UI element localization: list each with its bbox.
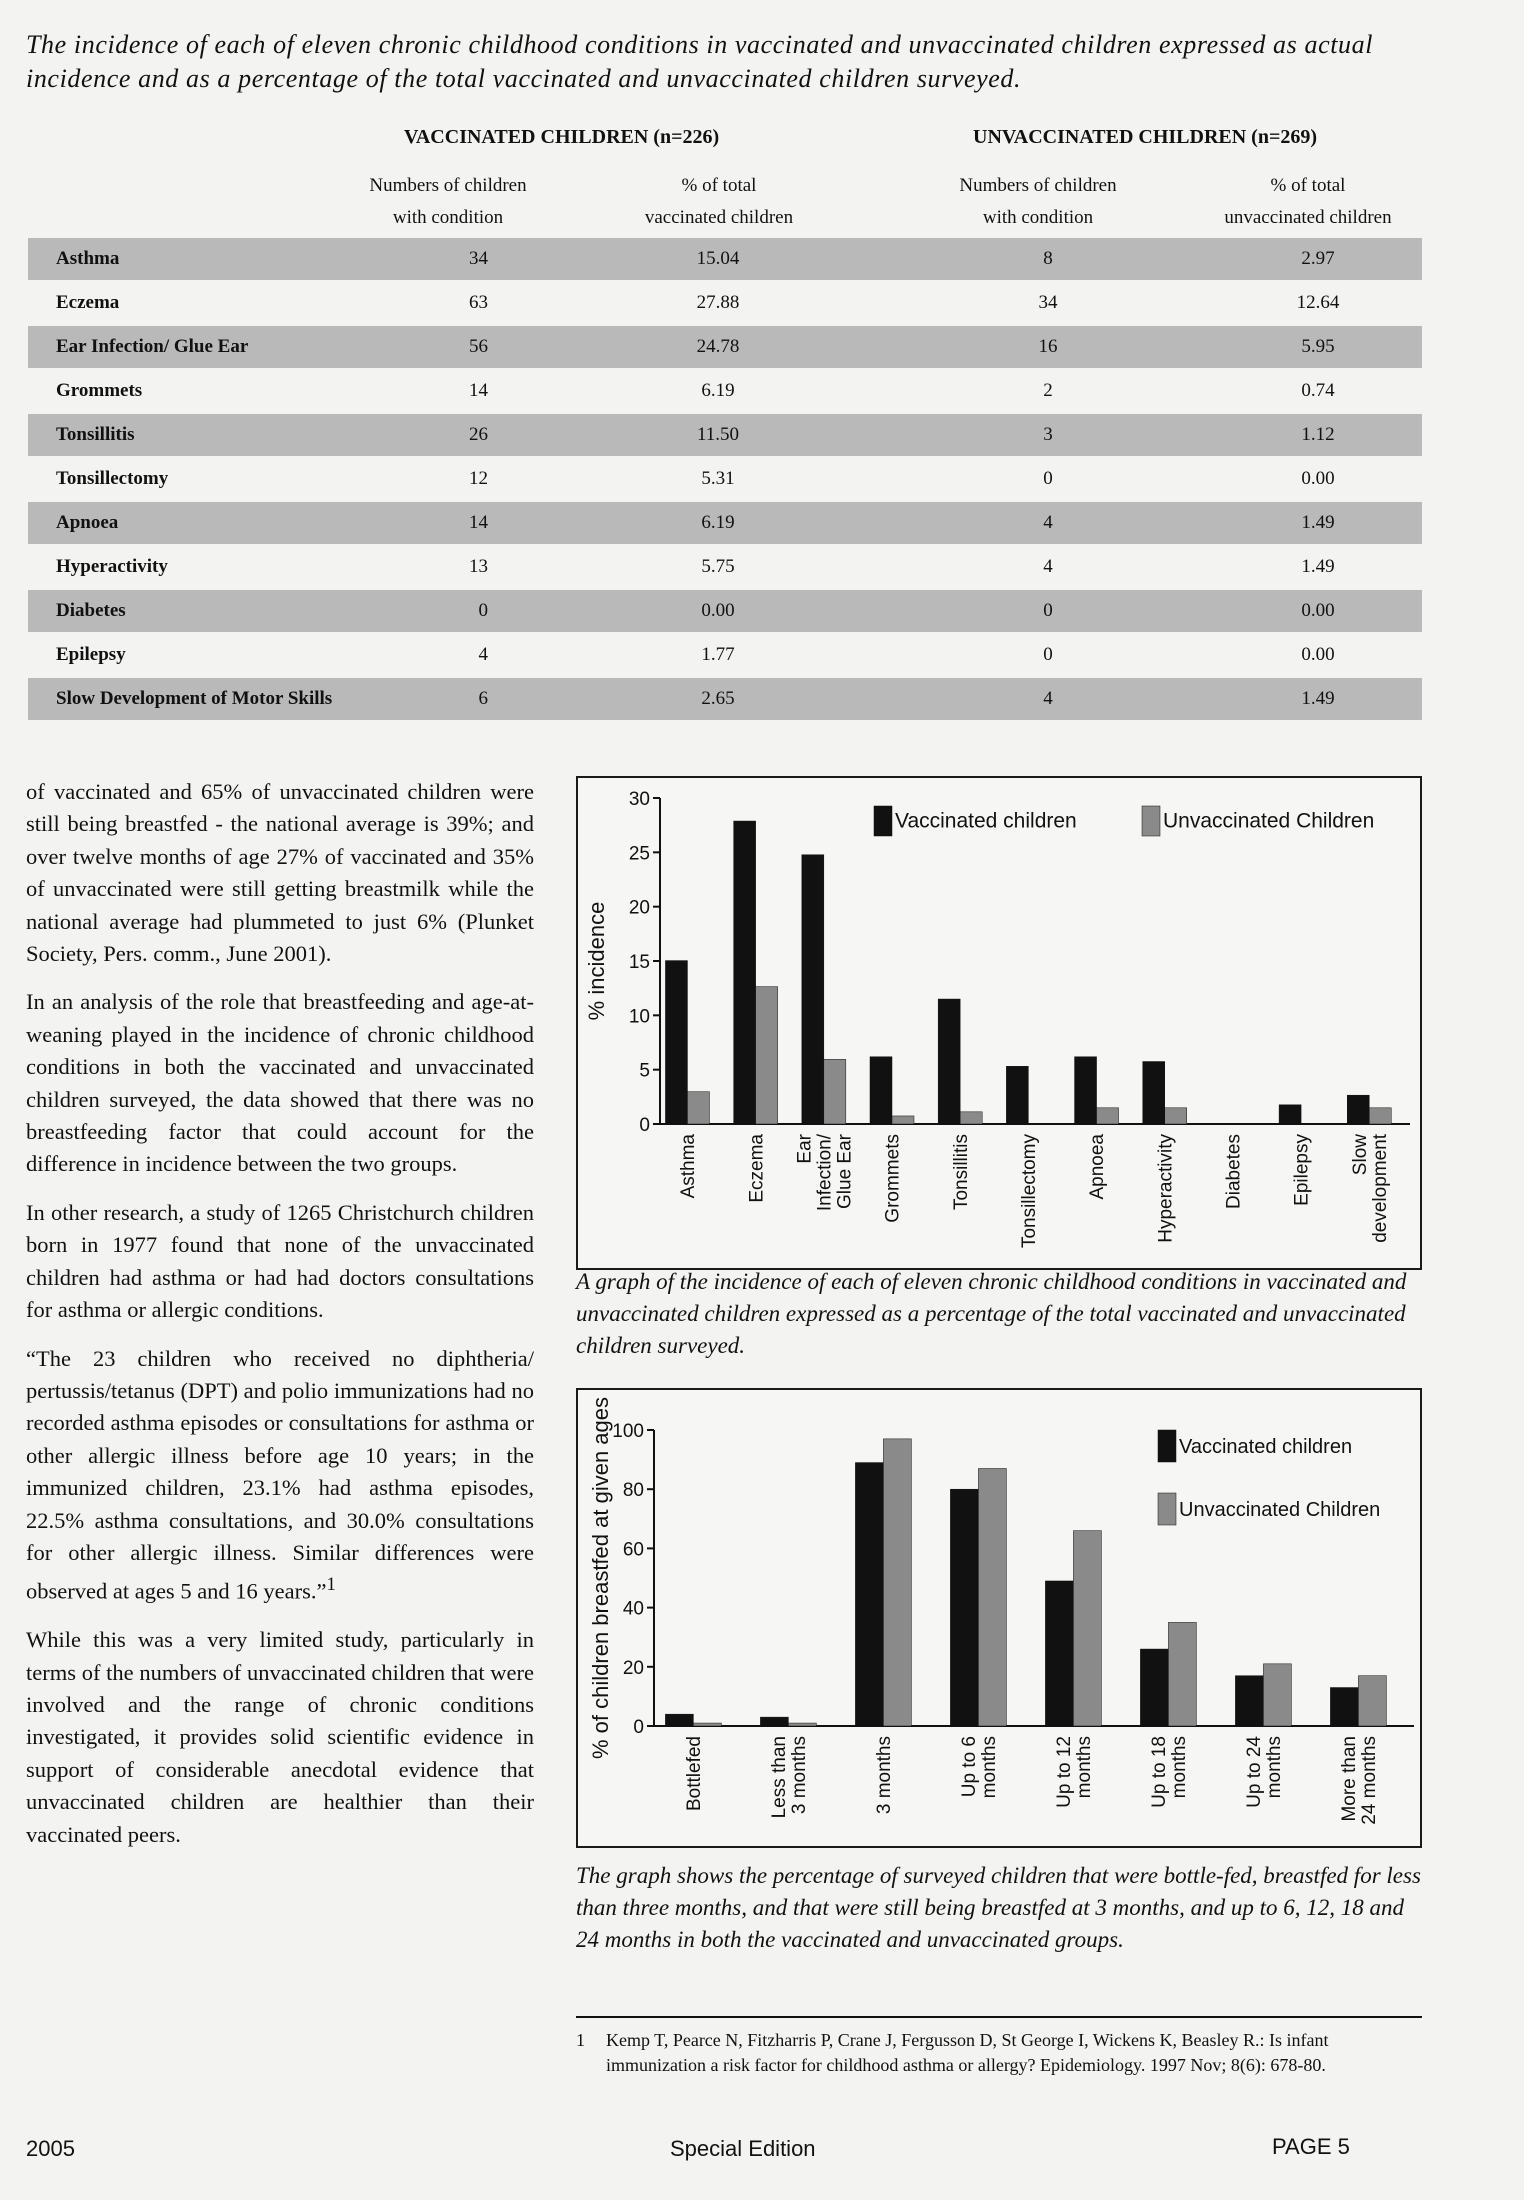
x-category-label — [1292, 1134, 1313, 1206]
x-category-label — [1149, 1736, 1190, 1808]
subheader-line: % of total — [1270, 175, 1346, 196]
condition-name: Epilepsy — [56, 644, 126, 665]
x-category-label — [684, 1736, 705, 1811]
y-tick-label: 100 — [612, 1421, 644, 1442]
incidence-chart-caption: A graph of the incidence of each of eleven chronic childhood conditions in vaccinated and unvaccinated children expressed as a percentage of the total vaccinated and unvaccinated children surveyed. — [576, 1269, 1407, 1358]
x-category-label-line: Asthma — [678, 1134, 700, 1199]
condition-name: Slow Development of Motor Skills — [56, 688, 333, 709]
x-category-label — [1155, 1134, 1176, 1243]
bar-unvaccinated — [960, 1112, 982, 1124]
x-category-label-line: Less than — [769, 1736, 791, 1819]
bar-unvaccinated — [788, 1723, 816, 1726]
x-category-label — [1224, 1134, 1245, 1209]
body-text-column — [26, 776, 534, 1867]
bar-vaccinated — [665, 1714, 693, 1726]
body-paragraph: of vaccinated and 65% of unvaccinated children were still being breastfed - the national average is 39%; and over twelve months of age 27% of vaccinated and 35% of unvaccinated were still getting breastmilk while the national average had plummeted to just 6% (Plunket Society, Pers. comm., June 2001). — [26, 779, 534, 967]
unvaccinated-count: 8 — [1043, 248, 1053, 269]
unvaccinated-count: 0 — [1043, 468, 1053, 489]
x-category-label — [1019, 1134, 1040, 1249]
x-category-label — [746, 1134, 767, 1203]
x-category-label-line: 3 months — [789, 1736, 811, 1815]
x-category-label — [883, 1134, 904, 1223]
x-category-label-line: Infection/ — [814, 1134, 836, 1212]
condition-name: Ear Infection/ Glue Ear — [56, 336, 249, 357]
y-tick-label: 80 — [622, 1480, 644, 1502]
legend-label-vaccinated: Vaccinated children — [1179, 1436, 1353, 1459]
y-tick-label: 10 — [628, 1006, 650, 1028]
vaccinated-group-header: VACCINATED CHILDREN (n=226) — [404, 126, 720, 148]
footnote-ref: 1 — [326, 1574, 336, 1596]
bar-vaccinated — [1140, 1649, 1168, 1726]
unvaccinated-percent: 1.49 — [1301, 556, 1335, 577]
bar-vaccinated — [665, 961, 687, 1124]
unvaccinated-percent-header — [1193, 170, 1423, 234]
legend-swatch-vaccinated — [874, 806, 892, 836]
x-category-label-line: Up to 6 — [959, 1736, 981, 1798]
y-tick-label: 60 — [622, 1539, 644, 1561]
x-category-label — [1054, 1736, 1095, 1808]
x-category-label-line: Hyperactivity — [1155, 1134, 1177, 1243]
y-tick-label: 40 — [622, 1598, 644, 1620]
table-row — [28, 678, 1422, 720]
bar-vaccinated — [1006, 1066, 1028, 1124]
condition-name: Grommets — [56, 380, 143, 401]
unvaccinated-count: 34 — [1038, 292, 1058, 313]
bar-unvaccinated — [1369, 1108, 1391, 1124]
y-tick-label: 30 — [628, 789, 650, 810]
condition-name: Tonsillitis — [56, 424, 135, 445]
bar-unvaccinated — [1168, 1622, 1196, 1726]
unvaccinated-count: 2 — [1043, 380, 1053, 401]
unvaccinated-count: 4 — [1043, 512, 1053, 533]
x-category-label-line: months — [979, 1736, 1001, 1799]
vaccinated-count: 12 — [469, 468, 488, 489]
x-category-label-line: 3 months — [874, 1736, 896, 1815]
unvaccinated-percent: 1.12 — [1301, 424, 1335, 445]
footnote-number: 1 — [576, 2030, 585, 2050]
table-row — [28, 282, 1422, 324]
unvaccinated-group-header: UNVACCINATED CHILDREN (n=269) — [973, 126, 1318, 148]
footer-edition: Special Edition — [670, 2136, 816, 2161]
breastfeeding-chart — [576, 1388, 1422, 1848]
bar-unvaccinated — [824, 1059, 846, 1124]
bar-unvaccinated — [693, 1723, 721, 1726]
subheader-line: vaccinated children — [644, 207, 794, 228]
footnote-text: Kemp T, Pearce N, Fitzharris P, Crane J, Fergusson D, St George I, Wickens K, Beasley R.: Is infant immunization a risk factor for childhood asthma or allergy? Epidemiology. 1997 Nov; 8(6): 678-80. — [606, 2030, 1329, 2075]
legend-label-unvaccinated: Unvaccinated Children — [1179, 1499, 1381, 1522]
y-tick-label: 20 — [628, 897, 650, 919]
table-row — [28, 326, 1422, 368]
bar-vaccinated — [802, 855, 824, 1124]
vaccinated-count: 6 — [478, 688, 488, 709]
vaccinated-count-header — [348, 170, 548, 234]
bar-vaccinated — [734, 821, 756, 1124]
bar-vaccinated — [1279, 1105, 1301, 1124]
unvaccinated-percent: 1.49 — [1301, 688, 1335, 709]
x-category-label-line: months — [1264, 1736, 1286, 1799]
bar-unvaccinated — [883, 1439, 911, 1726]
vaccinated-percent-header — [614, 170, 824, 234]
subheader-line: with condition — [392, 207, 504, 228]
bar-vaccinated — [1045, 1581, 1073, 1726]
subheader-line: unvaccinated children — [1224, 207, 1392, 228]
unvaccinated-percent: 0.00 — [1301, 644, 1335, 665]
bar-vaccinated — [1143, 1062, 1165, 1124]
unvaccinated-percent: 0.74 — [1301, 380, 1335, 401]
x-category-label — [951, 1134, 972, 1210]
body-paragraph: In other research, a study of 1265 Christchurch children born in 1977 found that none of the unvaccinated children had asthma or had had doctors consultations for asthma or allergic conditions. — [26, 1199, 534, 1323]
x-category-label-line: Diabetes — [1223, 1134, 1245, 1209]
vaccinated-count: 34 — [469, 248, 488, 269]
x-category-label — [769, 1736, 810, 1818]
body-paragraph — [26, 1343, 534, 1609]
table-row — [28, 414, 1422, 456]
bar-vaccinated — [1235, 1676, 1263, 1726]
x-category-label-line: Eczema — [746, 1134, 768, 1203]
unvaccinated-percent: 12.64 — [1296, 292, 1340, 313]
vaccinated-count: 13 — [469, 556, 488, 577]
bar-unvaccinated — [1263, 1664, 1291, 1726]
bar-vaccinated — [1330, 1688, 1358, 1726]
condition-name: Diabetes — [56, 600, 126, 621]
unvaccinated-percent: 5.95 — [1301, 336, 1335, 357]
footer-year: 2005 — [26, 2136, 75, 2161]
x-category-label-line: Up to 18 — [1149, 1736, 1171, 1808]
x-category-label-line: Slow — [1349, 1134, 1371, 1176]
vaccinated-percent: 6.19 — [701, 512, 735, 533]
unvaccinated-count: 0 — [1043, 644, 1053, 665]
footer-page-number: PAGE 5 — [1272, 2134, 1350, 2159]
bar-unvaccinated — [1358, 1676, 1386, 1726]
condition-name: Tonsillectomy — [56, 468, 169, 489]
bar-unvaccinated — [1165, 1108, 1187, 1124]
vaccinated-percent: 5.75 — [701, 556, 735, 577]
subheader-line: with condition — [982, 207, 1094, 228]
x-category-label-line: More than — [1339, 1736, 1361, 1822]
x-category-label-line: 24 months — [1359, 1736, 1381, 1825]
condition-name: Eczema — [56, 292, 120, 313]
vaccinated-percent: 15.04 — [696, 248, 740, 269]
unvaccinated-percent: 1.49 — [1301, 512, 1335, 533]
bar-vaccinated — [855, 1463, 883, 1726]
subheader-line: Numbers of children — [369, 175, 527, 196]
unvaccinated-count: 0 — [1043, 600, 1053, 621]
x-category-label — [1339, 1736, 1380, 1825]
breastfeeding-chart-caption: The graph shows the percentage of surveyed children that were bottle-fed, breastfed for less than three months, and that were still being breastfed at 3 months, and up to 6, 12, 18 and 24 months in both the vaccinated and unvaccinated groups. — [576, 1863, 1421, 1952]
bar-unvaccinated — [1073, 1531, 1101, 1726]
unvaccinated-count: 4 — [1043, 556, 1053, 577]
x-category-label — [1350, 1133, 1391, 1243]
incidence-chart — [576, 776, 1422, 1270]
x-category-label-line: Up to 12 — [1054, 1736, 1076, 1808]
bar-vaccinated — [760, 1717, 788, 1726]
legend-swatch-vaccinated — [1158, 1430, 1176, 1462]
table-row — [28, 590, 1422, 632]
x-category-label-line: months — [1169, 1736, 1191, 1799]
body-paragraph: In an analysis of the role that breastfeeding and age-at-weaning played in the incidence of chronic childhood conditions in both the vaccinated and unvaccinated children surveyed, the data showed that there was no breastfeeding factor that could account for the difference in incidence between the two groups. — [26, 989, 534, 1177]
bar-unvaccinated — [892, 1116, 914, 1124]
x-category-label — [1087, 1134, 1108, 1200]
y-tick-label: 25 — [628, 843, 650, 865]
x-category-label-line: Tonsillectomy — [1019, 1134, 1041, 1249]
unvaccinated-count: 16 — [1038, 336, 1058, 357]
vaccinated-count: 56 — [469, 336, 488, 357]
bar-unvaccinated — [687, 1092, 709, 1124]
x-category-label — [794, 1133, 855, 1211]
table-row — [28, 238, 1422, 280]
table-title: The incidence of each of eleven chronic childhood conditions in vaccinated and unvaccinated children expressed as actual incidence and as a percentage of the total vaccinated and unvaccinated children surveyed. — [26, 30, 1374, 93]
incidence-chart-svg — [578, 778, 1420, 1268]
y-axis-label: % of children breastfed at given ages — [588, 1396, 613, 1760]
bar-unvaccinated — [756, 987, 778, 1124]
x-category-label-line: Bottlefed — [684, 1736, 706, 1811]
x-category-label — [959, 1736, 1000, 1798]
vaccinated-count: 26 — [469, 424, 488, 445]
bar-unvaccinated — [978, 1468, 1006, 1726]
bar-vaccinated — [1347, 1095, 1369, 1124]
x-category-label-line: Tonsillitis — [950, 1134, 972, 1211]
x-category-label-line: Grommets — [882, 1134, 904, 1223]
y-tick-label: 5 — [639, 1060, 650, 1082]
vaccinated-percent: 24.78 — [696, 336, 740, 357]
x-category-label — [1244, 1736, 1285, 1808]
x-category-label-line: Ear — [794, 1134, 816, 1164]
legend-label-vaccinated: Vaccinated children — [895, 809, 1077, 833]
x-category-label-line: development — [1369, 1134, 1391, 1243]
unvaccinated-percent: 0.00 — [1301, 600, 1335, 621]
legend-swatch-unvaccinated — [1142, 806, 1160, 836]
vaccinated-percent: 1.77 — [701, 644, 735, 665]
breastfeeding-chart-svg — [578, 1390, 1420, 1846]
subheader-line: Numbers of children — [959, 175, 1117, 196]
x-category-label-line: Apnoea — [1087, 1134, 1109, 1200]
x-category-label-line: Epilepsy — [1291, 1134, 1313, 1206]
y-tick-label: 0 — [633, 1717, 644, 1738]
x-category-label — [874, 1736, 895, 1814]
bar-vaccinated — [938, 999, 960, 1124]
legend-swatch-unvaccinated — [1158, 1493, 1176, 1525]
table-row — [28, 502, 1422, 544]
x-category-label-line: Glue Ear — [834, 1134, 856, 1209]
table-row — [28, 634, 1422, 676]
x-category-label-line: months — [1074, 1736, 1096, 1799]
vaccinated-percent: 11.50 — [696, 424, 740, 445]
y-axis-label: % incidence — [584, 901, 609, 1021]
table-row — [28, 546, 1422, 588]
x-category-label — [678, 1134, 699, 1199]
y-tick-label: 0 — [639, 1115, 650, 1136]
condition-name: Apnoea — [56, 512, 119, 533]
bar-vaccinated — [870, 1057, 892, 1124]
unvaccinated-percent: 0.00 — [1301, 468, 1335, 489]
table-row — [28, 370, 1422, 412]
unvaccinated-count-header — [938, 170, 1138, 234]
unvaccinated-percent: 2.97 — [1301, 248, 1335, 269]
vaccinated-count: 14 — [469, 512, 488, 533]
x-category-label-line: Up to 24 — [1244, 1736, 1266, 1808]
vaccinated-percent: 6.19 — [701, 380, 735, 401]
condition-name: Hyperactivity — [56, 556, 168, 577]
legend-label-unvaccinated: Unvaccinated Children — [1163, 809, 1375, 833]
vaccinated-percent: 0.00 — [701, 600, 735, 621]
vaccinated-percent: 27.88 — [696, 292, 740, 313]
vaccinated-percent: 2.65 — [701, 688, 735, 709]
table-row — [28, 458, 1422, 500]
vaccinated-count: 14 — [469, 380, 488, 401]
body-paragraph: While this was a very limited study, particularly in terms of the numbers of unvaccinated children that were involved and the range of chronic conditions investigated, it provides solid scientific evidence in support of considerable anecdotal evidence that unvaccinated children are healthier than their vaccinated peers. — [26, 1627, 534, 1847]
subheader-line: % of total — [681, 175, 757, 196]
bar-unvaccinated — [1097, 1108, 1119, 1124]
vaccinated-count: 4 — [478, 644, 488, 665]
unvaccinated-count: 4 — [1043, 688, 1053, 709]
condition-name: Asthma — [56, 248, 120, 269]
unvaccinated-count: 3 — [1043, 424, 1053, 445]
vaccinated-percent: 5.31 — [701, 468, 735, 489]
y-tick-label: 15 — [628, 952, 650, 973]
bar-vaccinated — [1075, 1057, 1097, 1124]
footnote-rule — [576, 2016, 1422, 2018]
vaccinated-count: 63 — [469, 292, 488, 313]
y-tick-label: 20 — [622, 1657, 644, 1679]
quote-text: “The 23 children who received no diphtheria/ pertussis/tetanus (DPT) and polio immunizations had no recorded asthma episodes or consultations for asthma or other allergic illness before age 10 years; in the immunized children, 23.1% had asthma episodes, 22.5% asthma consultations, and 30.0% consultations for other allergic illness. Similar differences were observed at ages 5 and 16 years.” — [26, 1345, 534, 1604]
bar-vaccinated — [950, 1489, 978, 1726]
vaccinated-count: 0 — [478, 600, 488, 621]
